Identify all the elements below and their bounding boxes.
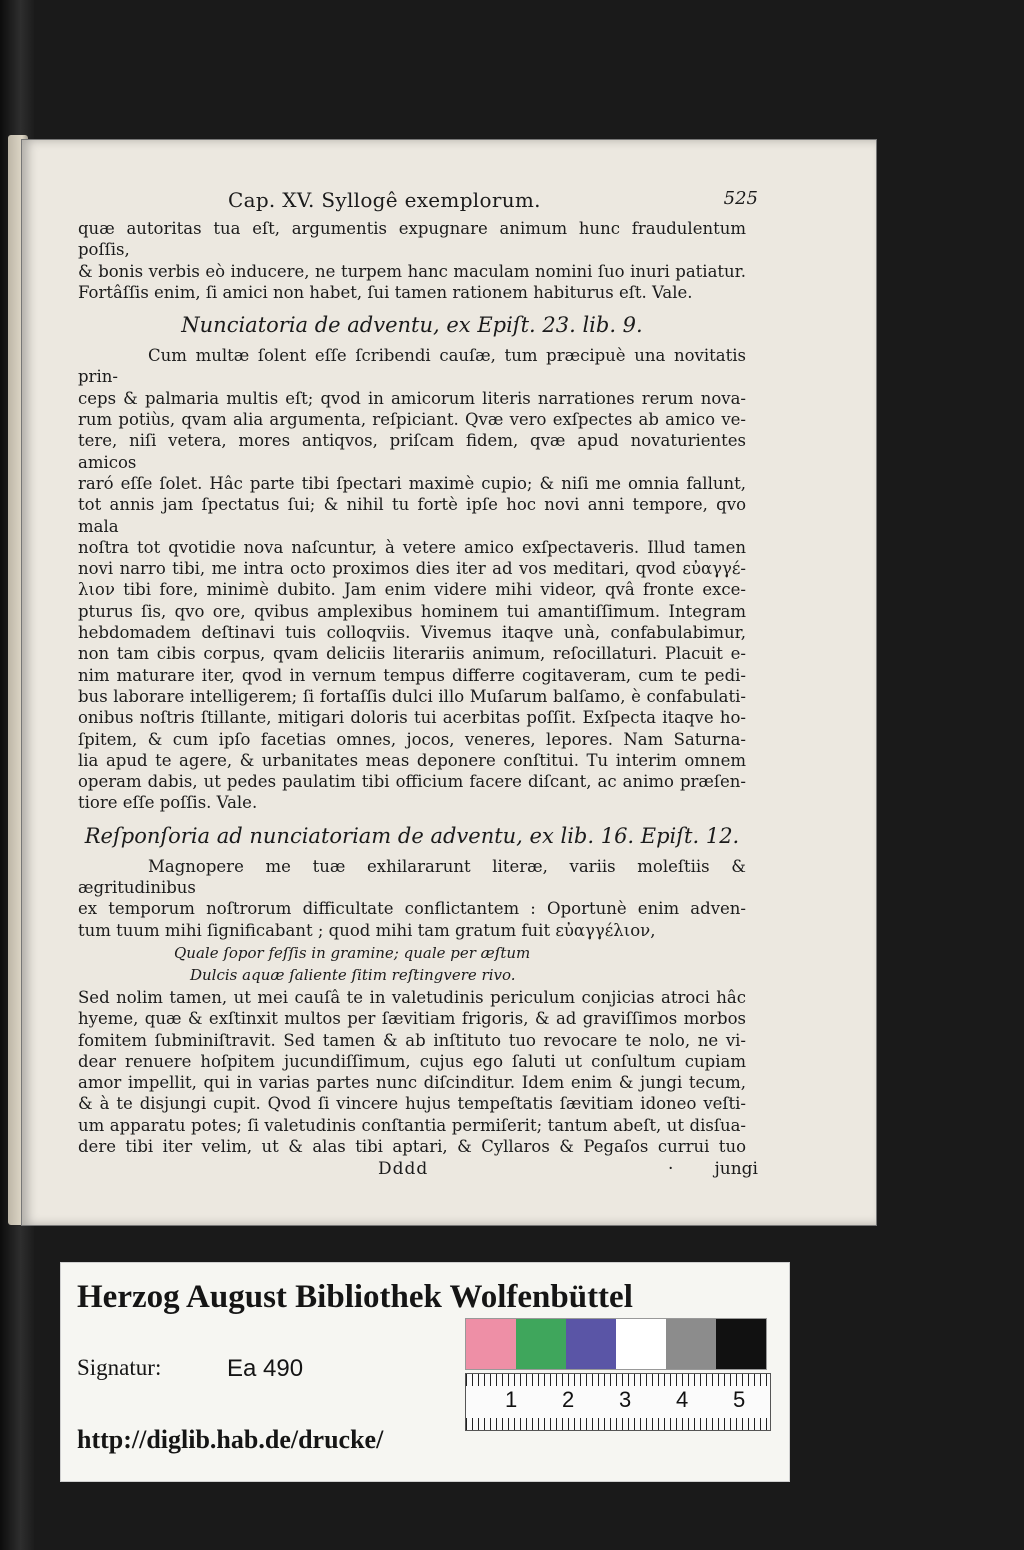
ruler-ticks-bottom [466,1418,770,1430]
text-line: operam dabis, ut pedes paulatim tibi officium facere diſcant, ac animo præſen- [78,772,746,792]
footer-dot: · [668,1159,674,1180]
scale-number: 4 [676,1387,689,1412]
signature-mark: Dddd [378,1159,429,1180]
running-head-title: Cap. XV. Syllogê exemplorum. [228,188,541,212]
color-swatch-gray [666,1319,716,1369]
text-line: Fortâſſis enim, ſi amici non habet, ſui tamen rationem habiturus eſt. Vale. [78,282,693,302]
text-line: hyeme, quæ & exſtinxit multos per ſævitiam frigoris, & ad graviſſimos morbos [78,1009,746,1029]
color-swatch-blue [566,1319,616,1369]
page-number: 525 [723,188,758,209]
text-line: dear renuere hoſpitem jucundiſſimum, cujus ego ſaluti ut conſultum cupiam [78,1051,746,1071]
color-swatch-black [716,1319,766,1369]
page-footer [78,1159,758,1187]
scale-number: 1 [505,1387,518,1412]
text-line: Cum multæ ſolent eſſe ſcribendi cauſæ, tum præcipuè una novitatis prin- [78,346,746,387]
text-line: ceps & palmaria multis eſt; qvod in amicorum literis narrationes rerum nova- [78,388,746,408]
color-calibration-chart [465,1318,767,1370]
library-url: http://diglib.hab.de/drucke/ [77,1425,384,1454]
signatur-value: Ea 490 [227,1355,304,1382]
text-line: tere, niſi vetera, mores antiqvos, priſcam fidem, qvæ apud novaturientes amicos [78,431,746,472]
scale-number: 5 [733,1387,746,1412]
text-line: Magnopere me tuæ exhilararunt literæ, variis moleſtiis & ægritudinibus [78,856,746,898]
scale-number: 2 [562,1387,575,1412]
intro-paragraph [78,218,746,303]
text-line: ex temporum noſtrorum difficultate conflictantem : Oportunè enim adven- [78,899,746,919]
text-line: nim maturare iter, qvod in vernum tempus differre cogitaveram, cum te pedi- [78,665,746,685]
text-line: λιον tibi fore, minimè dubito. Jam enim videre mihi videor, qvâ fronte exce- [78,580,746,600]
text-line: onibus noſtris ſtillante, mitigari doloris tui acerbitas poſſit. Exſpecta itaqve ho- [78,708,746,728]
page-text-block [78,188,758,1187]
text-line: tiore eſſe poſſis. Vale. [78,793,258,813]
text-line: raró eſſe ſolet. Hâc parte tibi ſpectari maximè cupio; & niſi me omnia fallunt, [78,473,746,493]
letter-heading-responsoria: Reſponſoria ad nunciatoriam de adventu, ex lib. 16. Epiſt. 12. [84,823,740,848]
color-swatch-green [516,1319,566,1369]
text-line: ſpitem, & cum ipſo facetias omnes, jocos, veneres, lepores. Nam Saturna- [78,729,746,749]
text-line: & bonis verbis eò inducere, ne turpem hanc maculam nomini ſuo inuri patiatur. [78,261,746,281]
scale-ruler [465,1373,771,1431]
signatur-label: Signatur: [77,1355,162,1380]
letter-nunciatoria [78,345,746,814]
text-line: non tam cibis corpus, qvam deliciis literariis animum, reſocillaturi. Placuit e- [78,644,746,664]
text-line: hebdomadem deſtinavi tuis colloqviis. Vivemus itaqve unà, confabulabimur, [78,623,746,643]
text-line: bus laborare intelligerem; ſi fortaſſis dulci illo Muſarum balſamo, è confabulati- [78,686,746,706]
book-page [22,140,876,1225]
text-line: lia apud te agere, & urbanitates meas deponere conſtitui. Tu interim omnem [78,750,746,770]
color-swatch-pink [466,1319,516,1369]
running-head [78,188,758,218]
text-line: amor impellit, qui in varias partes nunc diſcinditur. Idem enim & jungi tecum, [78,1073,746,1093]
letter-heading-nunciatoria: Nunciatoria de adventu, ex Epiſt. 23. lib. 9. [181,313,643,338]
library-name: Herzog August Bibliothek Wolfenbüttel [77,1279,633,1315]
text-line: tum tuum mihi ſignificabant ; quod mihi tam gratum fuit εὐαγγέλιον, [78,920,656,940]
text-line: quæ autoritas tua eſt, argumentis expugnare animum hunc fraudulentum poſſis, [78,219,746,260]
library-label-card [60,1262,790,1482]
letter-responsoria [78,856,746,1158]
text-line: pturus ſis, qvo ore, qvibus amplexibus hominem tui amantiſſimum. Integram [78,601,746,621]
text-line: fomitem ſubminiſtravit. Sed tamen & ab inſtituto tuo revocare te nolo, ne vi- [78,1030,746,1050]
text-line: & à te disjungi cupit. Qvod ſi vincere hujus tempeſtatis ſævitiam idoneo veſti- [78,1094,746,1114]
catchword: jungi [714,1159,758,1180]
text-line: Sed nolim tamen, ut mei cauſâ te in valetudinis periculum conjicias atroci hâc [78,987,746,1007]
verse-line: Quale ſopor feſſis in gramine; quale per æſtum [174,943,531,962]
text-line: tot annis jam ſpectatus ſui; & nihil tu fortè ipſe hoc novi anni tempore, qvo mala [78,495,746,536]
ruler-ticks-top [466,1374,770,1386]
text-line: um apparatu potes; ſi valetudinis conſtantia permiſerit; tantum abeſt, ut disſua- [78,1115,746,1135]
color-swatch-white [616,1319,666,1369]
text-line: noſtra tot qvotidie nova naſcuntur, à vetere amico exſpectaveris. Illud tamen [78,537,746,557]
text-line: novi narro tibi, me intra octo proximos dies iter ad vos meditari, qvod εὐαγγέ- [78,559,746,579]
scale-number: 3 [619,1387,632,1412]
text-line: rum potiùs, qvam alia argumenta, reſpiciant. Qvæ vero exſpectes ab amico ve- [78,410,746,430]
text-line: dere tibi iter velim, ut & alas tibi aptari, & Cyllaros & Pegaſos currui tuo [78,1136,746,1156]
verse-line: Dulcis aquæ ſaliente ſitim reſtingvere rivo. [190,965,516,984]
